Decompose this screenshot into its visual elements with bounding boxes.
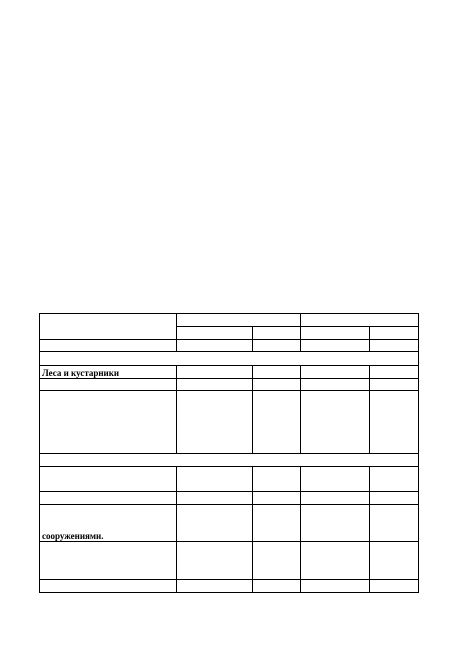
table-row [40,340,419,352]
section-row [40,352,419,366]
subheader-cell [369,327,418,340]
table-cell [369,580,418,593]
table-cell [40,542,177,580]
table-cell [252,467,300,492]
table-cell [369,340,418,352]
table-cell [177,391,253,454]
table-row [40,492,419,505]
table-cell [252,366,300,379]
header-category-cell [40,314,177,340]
table-cell [177,366,253,379]
table-cell [252,542,300,580]
forest-label-cell [40,366,177,379]
table-cell [301,366,370,379]
table-cell [301,467,370,492]
table-row [40,379,419,391]
table-cell [369,366,418,379]
forest-label: Леса и кустарники [42,368,120,378]
table-cell [369,379,418,391]
table-cell [252,379,300,391]
table-row-structures [40,505,419,542]
structures-label: сооружениями. [42,531,104,541]
table-cell [252,391,300,454]
subheader-cell [301,327,370,340]
header-group-2-cell [301,314,419,327]
table-cell [301,492,370,505]
table-cell [301,379,370,391]
table-cell [40,467,177,492]
table-cell [177,542,253,580]
land-table [39,313,419,593]
table-row [40,467,419,492]
table-cell [177,379,253,391]
table-row [40,542,419,580]
section-cell [40,352,419,366]
section-cell [40,454,419,467]
table-cell [252,505,300,542]
subheader-cell [177,327,253,340]
table-cell [177,505,253,542]
header-group-1-cell [177,314,301,327]
table-cell [369,492,418,505]
subheader-cell [252,327,300,340]
table-cell [301,340,370,352]
header-row-1 [40,314,419,327]
table-cell [301,580,370,593]
table-cell [177,467,253,492]
section-row [40,454,419,467]
table-cell [177,340,253,352]
table-cell [40,340,177,352]
table-row [40,391,419,454]
table-cell [177,580,253,593]
table-cell [252,340,300,352]
table-cell [301,542,370,580]
table-cell [369,505,418,542]
table-row [40,580,419,593]
table-row-forest [40,366,419,379]
table-cell [369,542,418,580]
table-cell [40,391,177,454]
table-cell [301,505,370,542]
table-cell [252,580,300,593]
table-cell [40,379,177,391]
structures-label-cell [40,505,177,542]
table-cell [369,467,418,492]
table-cell [40,492,177,505]
table-cell [252,492,300,505]
table-cell [301,391,370,454]
table-cell [177,492,253,505]
table-cell [40,580,177,593]
table-cell [369,391,418,454]
